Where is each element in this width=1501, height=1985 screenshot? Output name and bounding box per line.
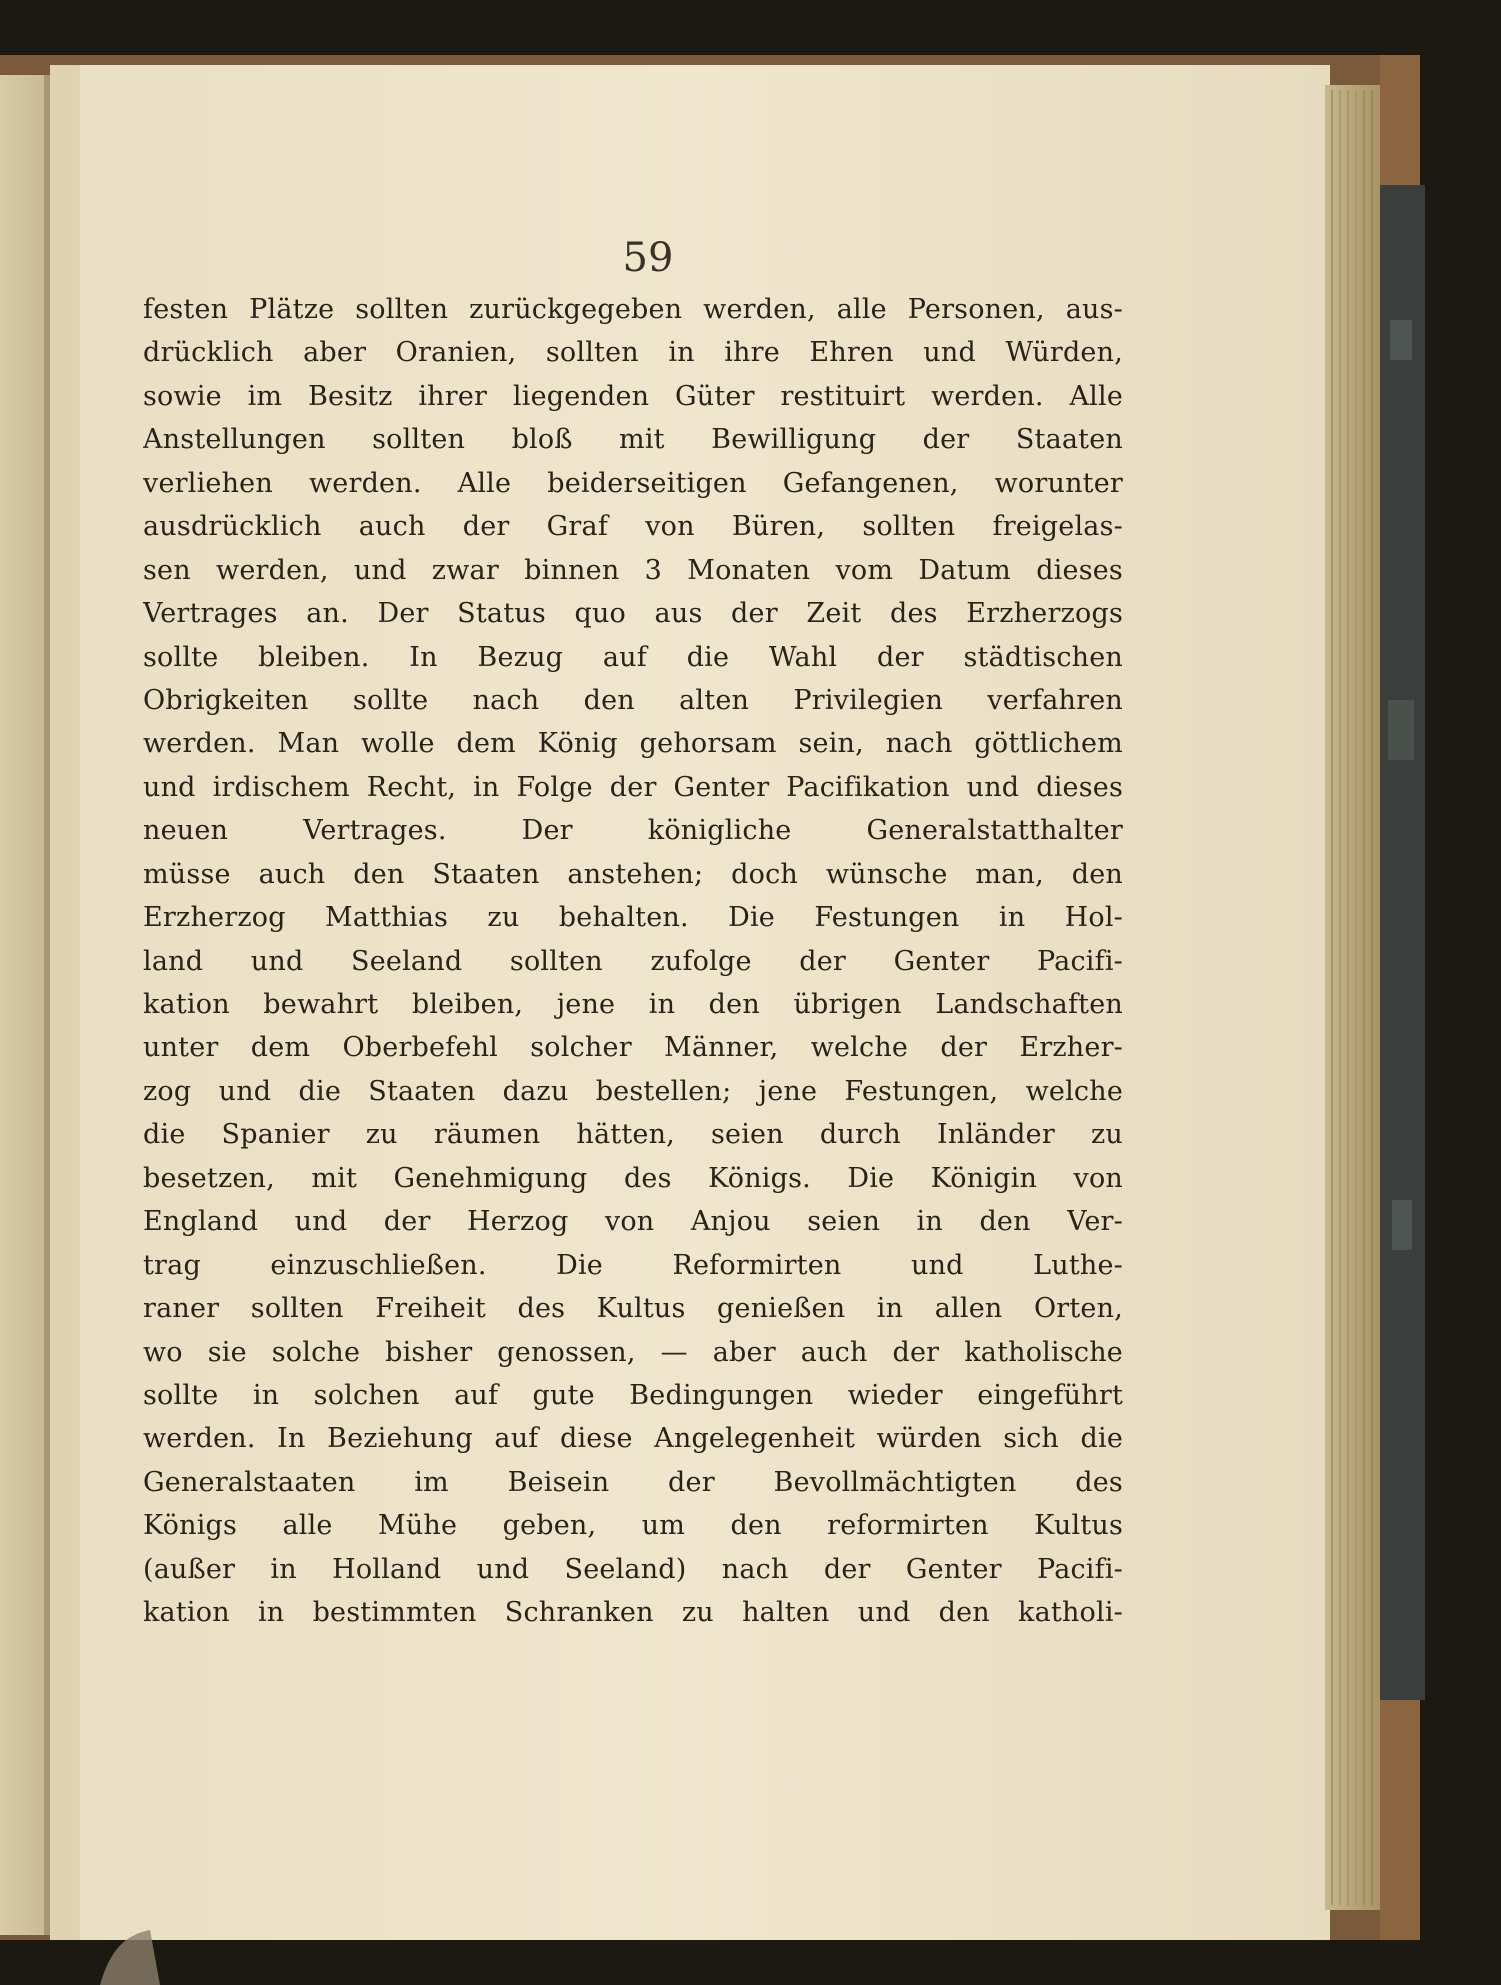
text-line: land und Seeland sollten zufolge der Genter Pacifi- <box>143 945 1123 977</box>
text-line: drücklich aber Oranien, sollten in ihre Ehren und Würden, <box>143 337 1123 369</box>
text-line: sollte bleiben. In Bezug auf die Wahl der städtischen <box>143 641 1123 673</box>
text-line: zog und die Staaten dazu bestellen; jene Festungen, welche <box>143 1075 1123 1107</box>
text-line: kation bewahrt bleiben, jene in den übrigen Landschaften <box>143 989 1123 1020</box>
text-line: sen werden, und zwar binnen 3 Monaten vom Datum dieses <box>143 554 1123 586</box>
text-line: Generalstaaten im Beisein der Bevollmächtigten des <box>143 1466 1123 1498</box>
text-line: unter dem Oberbefehl solcher Männer, welche der Erzher- <box>143 1032 1123 1064</box>
text-line: besetzen, mit Genehmigung des Königs. Die Königin von <box>143 1162 1123 1194</box>
body-text <box>143 288 1123 1635</box>
text-line: und irdischem Recht, in Folge der Genter Pacifikation und dieses <box>143 771 1123 803</box>
text-line: Vertrages an. Der Status quo aus der Zeit des Erzherzogs <box>143 598 1123 630</box>
text-line: ausdrücklich auch der Graf von Büren, sollten freigelas- <box>143 511 1123 543</box>
cover-spine <box>1375 185 1425 1700</box>
text-line: wo sie solche bisher genossen, — aber auch der katholische <box>143 1336 1123 1368</box>
text-line: werden. In Beziehung auf diese Angelegenheit würden sich die <box>143 1423 1123 1455</box>
page-content <box>143 228 1123 1635</box>
text-line: (außer in Holland und Seeland) nach der Genter Pacifi- <box>143 1553 1123 1585</box>
text-line: verliehen werden. Alle beiderseitigen Gefangenen, worunter <box>143 467 1123 499</box>
left-page <box>0 75 48 1935</box>
text-line: England und der Herzog von Anjou seien in den Ver- <box>143 1206 1123 1238</box>
text-line: müsse auch den Staaten anstehen; doch wünsche man, den <box>143 858 1123 890</box>
text-line: Obrigkeiten sollte nach den alten Privilegien verfahren <box>143 684 1123 716</box>
text-line: Königs alle Mühe geben, um den reformirten Kultus <box>143 1510 1123 1542</box>
text-line: Anstellungen sollten bloß mit Bewilligung der Staaten <box>143 424 1123 456</box>
text-line: kation in bestimmten Schranken zu halten und den katholi- <box>143 1597 1123 1629</box>
page-number: 59 <box>622 235 674 281</box>
text-line: trag einzuschließen. Die Reformirten und Luthe- <box>143 1249 1123 1281</box>
text-line: sollte in solchen auf gute Bedingungen wieder eingeführt <box>143 1379 1123 1411</box>
text-line: festen Plätze sollten zurückgegeben werden, alle Personen, aus- <box>143 294 1123 325</box>
text-line: Erzherzog Matthias zu behalten. Die Festungen in Hol- <box>143 902 1123 934</box>
text-line: werden. Man wolle dem König gehorsam sein, nach göttlichem <box>143 728 1123 760</box>
text-line: raner sollten Freiheit des Kultus genießen in allen Orten, <box>143 1293 1123 1325</box>
text-line: neuen Vertrages. Der königliche Generalstatthalter <box>143 815 1123 847</box>
text-line: sowie im Besitz ihrer liegenden Güter restituirt werden. Alle <box>143 380 1123 412</box>
text-line: die Spanier zu räumen hätten, seien durch Inländer zu <box>143 1119 1123 1151</box>
